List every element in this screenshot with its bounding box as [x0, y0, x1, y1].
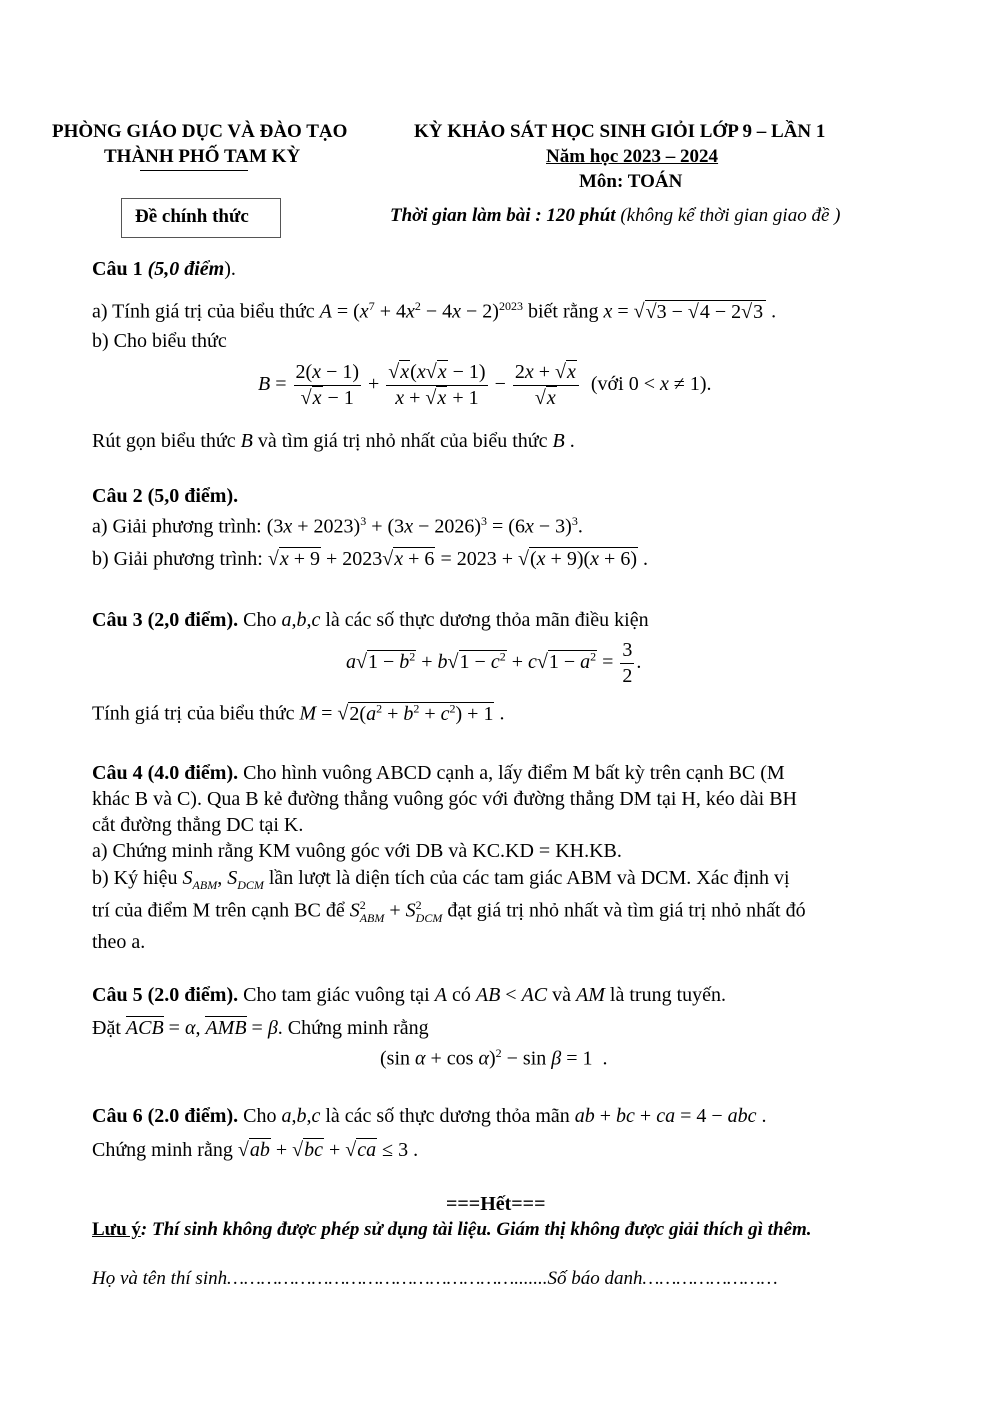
- department-name: PHÒNG GIÁO DỤC VÀ ĐÀO TẠO: [52, 121, 348, 142]
- school-year: Năm học 2023 – 2024: [546, 146, 719, 167]
- q3-condition: $a√1 - b^2 + b√1 - c^2 + c√1 - a^2$ = $\frac{3}{2}$ .: [346, 639, 642, 687]
- q1b-task: Rút gọn biểu thức B và tìm giá trị nhỏ nhất của biểu thức B .: [92, 430, 575, 452]
- exam-title: KỲ KHẢO SÁT HỌC SINH GIỎI LỚP 9 – LẦN 1: [414, 121, 826, 142]
- q3-task: Tính giá trị của biểu thức $M = √2(a^2 + b^2 + c^2) + 1$ .: [92, 701, 505, 725]
- q1b-text: b) Cho biểu thức: [92, 330, 227, 352]
- q3-title: Câu 3 (2,0 điểm).: [92, 609, 239, 631]
- q3-intro: Cho: [243, 609, 277, 631]
- q4-b1-pre: b) Ký hiệu: [92, 867, 178, 889]
- q2-title: Câu 2 (5,0 điểm).: [92, 485, 239, 507]
- q1-points: (5,0 điểm: [147, 258, 225, 280]
- q1b-task-text: Rút gọn biểu thức: [92, 430, 236, 452]
- q4-line2: khác B và C). Qua B kẻ đường thẳng vuông góc với đường thẳng DM tại H, kéo dài BH: [92, 788, 797, 810]
- q1a-mid: biết rằng: [527, 300, 599, 323]
- q5-line1: Câu 5 (2.0 điểm). Cho tam giác vuông tại A có AB < AC và AM là trung tuyến.: [92, 984, 727, 1006]
- q5-line2-post: . Chứng minh rằng: [277, 1017, 429, 1039]
- q1b-task-text2: và tìm giá trị nhỏ nhất của biểu thức: [257, 430, 548, 452]
- q1b-cond: (với: [590, 373, 624, 396]
- official-label: Đề chính thức: [135, 206, 249, 227]
- q4-part-a: a) Chứng minh rằng KM vuông góc với DB và KC.KD = KH.KB.: [92, 840, 622, 862]
- q5-line1c: và: [552, 984, 572, 1006]
- q2b-text: b) Giải phương trình:: [92, 548, 263, 570]
- q1a-text: a) Tính giá trị của biểu thức: [92, 300, 315, 323]
- q2b-line: b) Giải phương trình: √x + 9 + 2023√x + 6 = 2023 + √(x + 9)(x + 6) .: [92, 548, 648, 570]
- time-bold: Thời gian làm bài : 120 phút: [390, 205, 616, 226]
- q1-title: Câu 1 (5,0 điểm).: [92, 258, 236, 280]
- note-text: : Thí sinh không được phép sử dụng tài liệu. Giám thị không được giải thích gì thêm.: [140, 1219, 812, 1240]
- candidate-info-line: Họ và tên thí sinh…………………………………………….......Số báo danh……………………: [92, 1268, 778, 1289]
- end-marker: ===Hết===: [446, 1193, 546, 1215]
- official-box: [121, 198, 281, 238]
- q5-title: Câu 5 (2.0 điểm).: [92, 984, 239, 1006]
- q5-line1d: là trung tuyến.: [609, 984, 727, 1006]
- q6-line1-text: Cho: [243, 1105, 277, 1127]
- city-name: THÀNH PHỐ TAM KỲ: [104, 146, 301, 167]
- q5-line2-pre: Đặt: [92, 1017, 121, 1039]
- q1-label: Câu 1: [92, 258, 143, 280]
- q4-part-b2: trí của điểm M trên cạnh BC để $S^2_{ABM} + S^2_{DCM}$ đạt giá trị nhỏ nhất và tìm giá trị nhỏ nhất đó: [92, 898, 806, 925]
- q1b-formula: B = $\frac{2(x - 1)}{√x - 1}$ + $\frac{√x(x√x - 1)}{x + √x + 1}$ − $\frac{2x + √x}{√x}$ (với 0 < x ≠ 1).: [258, 361, 712, 409]
- q4-b1-post: lần lượt là diện tích của các tam giác ABM và DCM. Xác định vị: [268, 867, 790, 889]
- q4-part-b1: b) Ký hiệu $S_{ABM}$, $S_{DCM}$ lần lượt là diện tích của các tam giác ABM và DCM. Xác định vị: [92, 867, 790, 892]
- q4-part-b3: theo a.: [92, 931, 146, 953]
- q4-line1: [92, 761, 785, 785]
- q4-title: Câu 4 (4.0 điểm).: [92, 762, 239, 784]
- q4-line3: cắt đường thẳng DC tại K.: [92, 814, 304, 836]
- subject: Môn: TOÁN: [579, 171, 683, 192]
- q5-identity: (sin α + cos α)$^2$ − sin β = 1 .: [380, 1046, 608, 1070]
- q3-task-text: Tính giá trị của biểu thức: [92, 702, 295, 725]
- q6-line1b: là các số thực dương thỏa mãn: [325, 1105, 570, 1127]
- q2a-text: a) Giải phương trình:: [92, 515, 262, 538]
- q6-title: Câu 6 (2.0 điểm).: [92, 1105, 239, 1127]
- q4-b2-post: đạt giá trị nhỏ nhất và tìm giá trị nhỏ nhất đó: [447, 899, 806, 922]
- q4-line1-text: Cho hình vuông ABCD cạnh a, lấy điểm M bất kỳ trên cạnh BC (M: [243, 762, 785, 784]
- q5-line1b: có: [451, 984, 471, 1006]
- note-line: [92, 1219, 811, 1242]
- note-label: Lưu ý: [92, 1219, 141, 1240]
- q3-line1: Câu 3 (2,0 điểm). Cho a,b,c là các số thực dương thỏa mãn điều kiện: [92, 609, 649, 631]
- q6-line1: Câu 6 (2.0 điểm). Cho a,b,c là các số thực dương thỏa mãn ab + bc + ca = 4 − abc .: [92, 1105, 767, 1127]
- q6-line2-text: Chứng minh rằng: [92, 1139, 233, 1161]
- q1a-line: a) Tính giá trị của biểu thức $A = (x^7 + 4x^2 - 4x - 2)^{2023}$ biết rằng x = √√3 − √4 − 2√3 .: [92, 299, 777, 323]
- time-note: (không kể thời gian giao đề ): [620, 205, 841, 226]
- time-allowed: [390, 205, 840, 228]
- q5-line1-text: Cho tam giác vuông tại: [243, 984, 430, 1006]
- q5-line2: Đặt ACB = α, AMB = β. Chứng minh rằng: [92, 1017, 429, 1039]
- q2a-line: a) Giải phương trình: $(3x + 2023)^3 + (3x - 2026)^3 = (6x - 3)^3$.: [92, 514, 583, 538]
- q4-b2-pre: trí của điểm M trên cạnh BC để: [92, 899, 345, 922]
- q6-line2: Chứng minh rằng √ab + √bc + √ca ≤ 3 .: [92, 1139, 419, 1161]
- q3-intro2: là các số thực dương thỏa mãn điều kiện: [325, 609, 649, 631]
- header-rule-left: [140, 170, 248, 171]
